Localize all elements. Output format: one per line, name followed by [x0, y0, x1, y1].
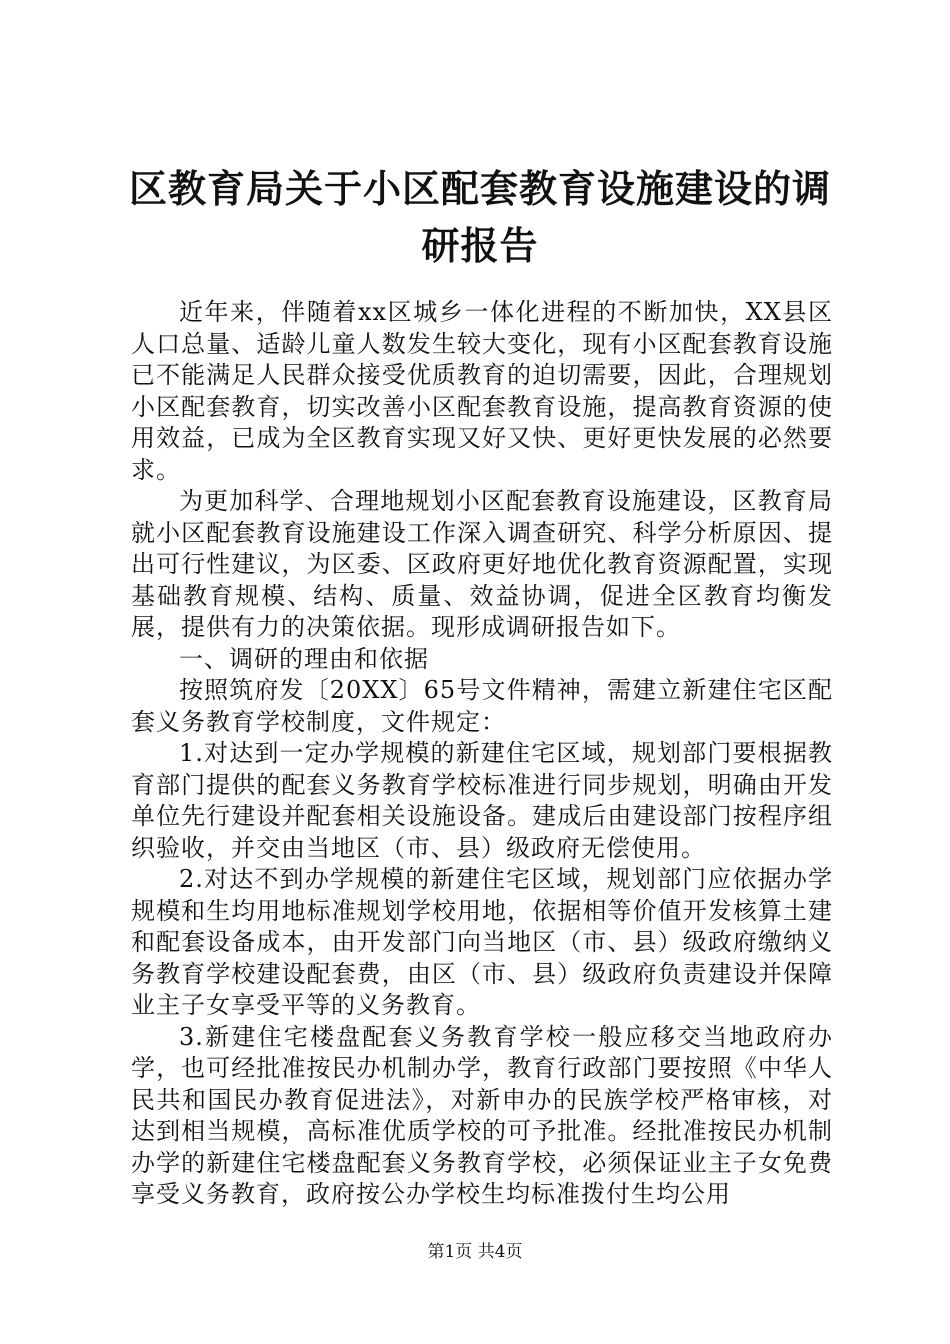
paragraph-purpose: 为更加科学、合理地规划小区配套教育设施建设，区教育局就小区配套教育设施建设工作深入调查研究、科学分析原因、提出可行性建议，为区委、区政府更好地优化教育资源配置，实现基础教育规模、结构、质量、效益协调，促进全区教育均衡发展，提供有力的决策依据。现形成调研报告如下。 — [131, 487, 833, 641]
section-heading-1: 一、调研的理由和依据 — [179, 644, 429, 673]
list-item-1: 1.对达到一定办学规模的新建住宅区域，规划部门要根据教育部门提供的配套义务教育学校标准进行同步规划，明确由开发单位先行建设并配套相关设施设备。建成后由建设部门按程序组织验收，并交由当地区（市、县）级政府无偿使用。 — [131, 739, 833, 862]
paragraph-intro: 近年来，伴随着xx区城乡一体化进程的不断加快，XX县区人口总量、适龄儿童人数发生较大变化，现有小区配套教育设施已不能满足人民群众接受优质教育的迫切需要，因此，合理规划小区配套教育，切实改善小区配套教育设施，提高教育资源的使用效益，已成为全区教育实现又好又快、更好更快发展的必然要求。 — [131, 298, 833, 484]
list-item-2: 2.对达不到办学规模的新建住宅区域，规划部门应依据办学规模和生均用地标准规划学校用地，依据相等价值开发核算土建和配套设备成本，由开发部门向当地区（市、县）级政府缴纳义务教育学校建设配套费，由区（市、县）级政府负责建设并保障业主子女享受平等的义务教育。 — [131, 865, 833, 1019]
document-body — [131, 297, 833, 1211]
document-title: 区教育局关于小区配套教育设施建设的调研报告 — [128, 166, 831, 268]
list-item-3: 3.新建住宅楼盘配套义务教育学校一般应移交当地政府办学，也可经批准按民办机制办学，教育行政部门要按照《中华人民共和国民办教育促进法》，对新申办的民族学校严格审核，对达到相当规模，高标准优质学校的可予批准。经批准按民办机制办学的新建住宅楼盘配套义务教育学校，必须保证业主子女免费享受义务教育，政府按公办学校生均标准拨付生均公用 — [131, 1022, 833, 1208]
page-footer: 第1页 共4页 — [427, 1242, 523, 1262]
paragraph-basis: 按照筑府发〔20XX〕65号文件精神，需建立新建住宅区配套义务教育学校制度，文件规定： — [131, 676, 833, 736]
